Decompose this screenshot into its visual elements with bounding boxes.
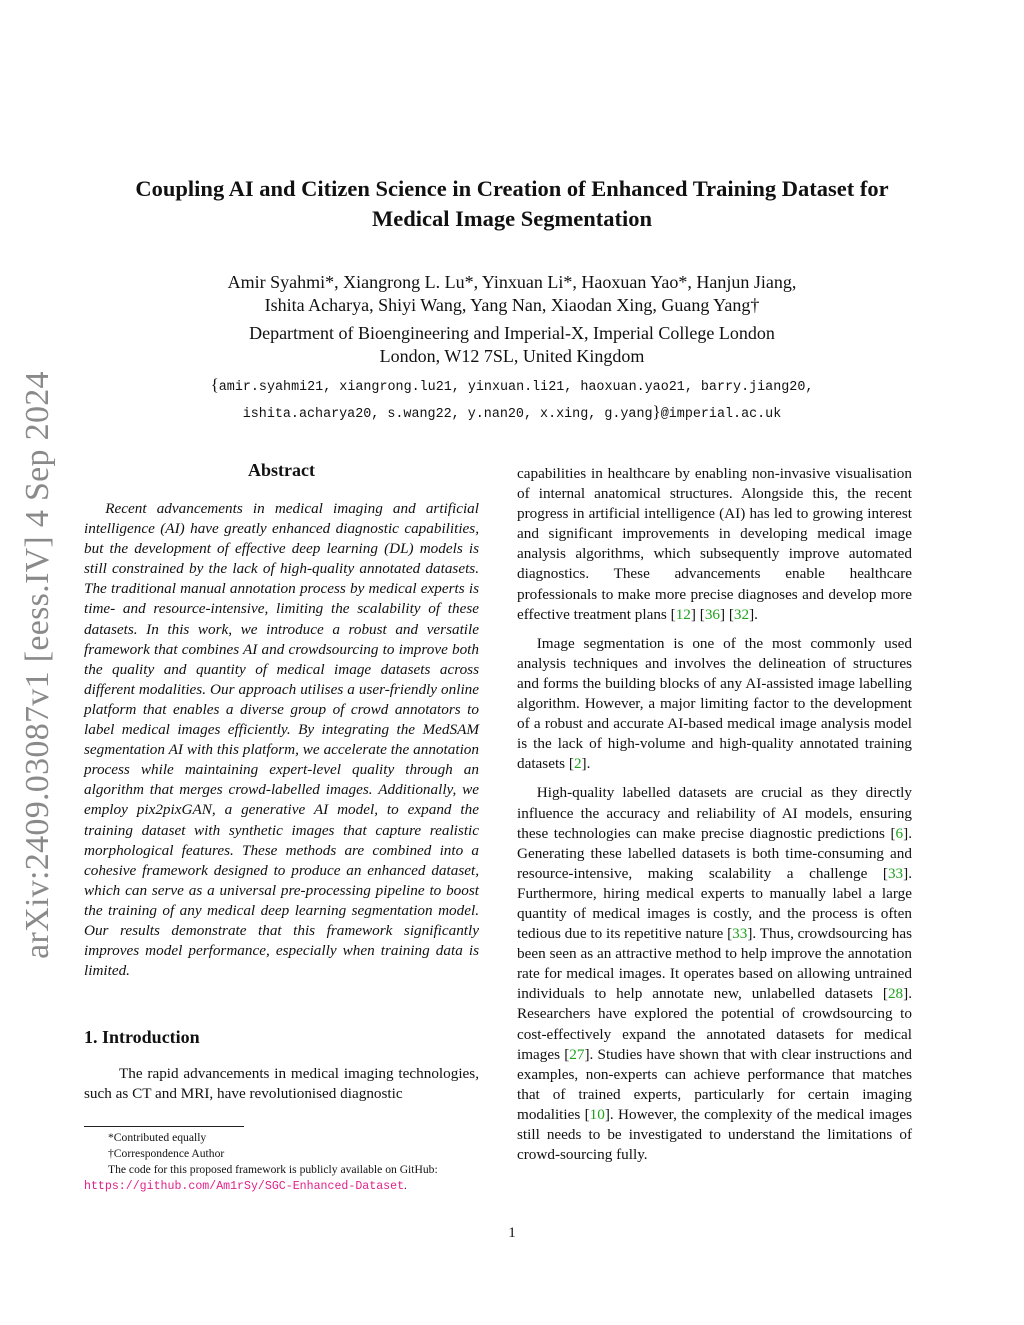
abstract-heading: Abstract — [248, 460, 315, 480]
author-list — [80, 271, 944, 317]
text-run: ]. — [749, 605, 758, 623]
text-run: ] [ — [720, 605, 734, 623]
affiliation-line: London, W12 7SL, United Kingdom — [379, 346, 645, 366]
github-link[interactable]: https://github.com/Am1rSy/SGC-Enhanced-Dataset — [84, 1180, 405, 1193]
text-run: ]. Researchers have explored the potential of crowdsourcing to cost-effectively expand the annotated datasets for medical images [ — [517, 985, 912, 1063]
footnote-contributed: *Contributed equally — [108, 1131, 207, 1144]
text-run: Image segmentation is one of the most commonly used analysis techniques and involves the delineation of structures and forms the building blocks of any AI-assisted image labelling algorithm. However, a major limiting factor to the development of a robust and accurate AI-based medical image analysis model is the lack of high-volume and high-quality annotated training datasets [ — [517, 634, 912, 773]
footnote-code: The code for this proposed framework is publicly available on GitHub: — [108, 1163, 438, 1176]
citation-link[interactable]: 2 — [573, 755, 582, 773]
email-line — [80, 373, 944, 400]
citation-link[interactable]: 32 — [733, 605, 750, 623]
text-run: ]. Thus, crowdsourcing has been seen as an attractive method to help improve the annotation rate for medical images. It operates based on allowing untrained individuals to help annotate new, unlabelled datasets [ — [517, 925, 912, 1003]
email-text: amir.syahmi21, xiangrong.lu21, yinxuan.li21, haoxuan.yao21, barry.jiang20, — [218, 380, 814, 395]
page-number: 1 — [508, 1225, 516, 1241]
paragraph — [517, 783, 912, 1165]
citation-link[interactable]: 6 — [895, 824, 904, 842]
text-run: High-quality labelled datasets are crucial as they directly influence the accuracy and reliability of AI models, ensuring these technologies can make precise diagnostic predictions [ — [517, 784, 912, 842]
citation-link[interactable]: 10 — [589, 1105, 605, 1123]
email-text: ishita.acharya20, s.wang22, y.nan20, x.xing, g.yang — [242, 407, 653, 422]
text-run: ]. — [581, 755, 591, 773]
footnote-correspondence: †Correspondence Author — [108, 1147, 225, 1160]
introduction-paragraph: The rapid advancements in medical imaging technologies, such as CT and MRI, have revolutionised diagnostic — [84, 1065, 479, 1103]
footnote-rule — [84, 1126, 244, 1127]
citation-link[interactable]: 12 — [675, 605, 691, 623]
citation-link[interactable]: 36 — [704, 605, 720, 623]
footnote-url-suffix: . — [404, 1179, 407, 1192]
arxiv-identifier — [8, 360, 68, 970]
title-line: Coupling AI and Citizen Science in Creation of Enhanced Training Dataset for — [135, 176, 889, 201]
text-run: ] [ — [690, 605, 705, 623]
arxiv-stamp-text: arXiv:2409.03087v1 [eess.IV] 4 Sep 2024 — [19, 371, 57, 959]
email-brace-open: { — [210, 375, 219, 394]
email-line — [80, 400, 944, 427]
citation-link[interactable]: 27 — [569, 1045, 585, 1063]
section-heading-introduction: 1. Introduction — [84, 1027, 200, 1048]
paragraph — [517, 464, 912, 625]
abstract-text: Recent advancements in medical imaging and artificial intelligence (AI) have greatly enhanced diagnostic capabilities, but the development of effective deep learning (DL) models is still constrained by the lack of high-quality annotated datasets. The traditional manual annotation process by medical experts is time- and resource-intensive, limiting the scalability of these datasets. In this work, we introduce a robust and versatile framework that combines AI and crowdsourcing to improve both the quality and quantity of medical image datasets across different modalities. Our approach utilises a user-friendly online platform that enables a diverse group of crowd annotators to label medical images efficiently. By integrating the MedSAM segmentation AI with this platform, we accelerate the annotation process while maintaining expert-level quality through an algorithm that merges crowd-labelled images. Additionally, we employ pix2pixGAN, a generative AI model, to expand the training dataset with synthetic images that capture realistic morphological features. These methods are combined into a cohesive framework designed to produce an enhanced dataset, which can serve as a universal pre-processing pipeline to boost the training of any medical deep learning segmentation model. Our results demonstrate that this framework significantly improves model performance, especially when training data is limited. — [84, 500, 479, 980]
text-run: ]. Studies have shown that with clear instructions and examples, non-experts can achieve performance that matches that of trained experts, particularly for certain imaging modalities [ — [517, 1045, 913, 1123]
text-run: ]. Generating these labelled datasets is both time-consuming and resource-intensive, making scalability a challenge [ — [517, 824, 912, 882]
affiliation — [80, 322, 944, 368]
affiliation-line: Department of Bioengineering and Imperial-X, Imperial College London — [249, 323, 775, 343]
citation-link[interactable]: 33 — [732, 925, 748, 943]
paragraph — [517, 634, 912, 775]
footnotes — [84, 1126, 484, 1195]
text-run: ]. Furthermore, hiring medical experts to manually label a large quantity of medical images is costly, and the process is often tedious due to its repetitive nature [ — [517, 864, 912, 943]
title-line: Medical Image Segmentation — [372, 206, 652, 231]
author-line: Ishita Acharya, Shiyi Wang, Yang Nan, Xiaodan Xing, Guang Yang† — [264, 295, 760, 315]
author-line: Amir Syahmi*, Xiangrong L. Lu*, Yinxuan Li*, Haoxuan Yao*, Hanjun Jiang, — [227, 272, 797, 292]
email-brace-close: } — [652, 402, 661, 421]
citation-link[interactable]: 33 — [887, 864, 904, 882]
right-column — [517, 464, 912, 1174]
text-run: ]. However, the complexity of the medical images still needs to be investigated to understand the limitations of crowd-sourcing fully. — [517, 1105, 912, 1164]
left-column — [84, 458, 479, 1104]
author-emails — [80, 373, 944, 427]
email-domain: @imperial.ac.uk — [660, 407, 782, 422]
text-run: capabilities in healthcare by enabling non-invasive visualisation of internal anatomical structures. Alongside this, the recent progress in artificial intelligence (AI) has led to growing interest and significant improvements in developing medical image analysis algorithms, which subsequently improve automated diagnostics. These advancements enable healthcare professionals to make more precise diagnoses and develop more effective treatment plans [ — [517, 465, 912, 623]
paper-title — [80, 174, 944, 234]
citation-link[interactable]: 28 — [887, 985, 904, 1003]
footnote-url-line — [84, 1178, 484, 1195]
